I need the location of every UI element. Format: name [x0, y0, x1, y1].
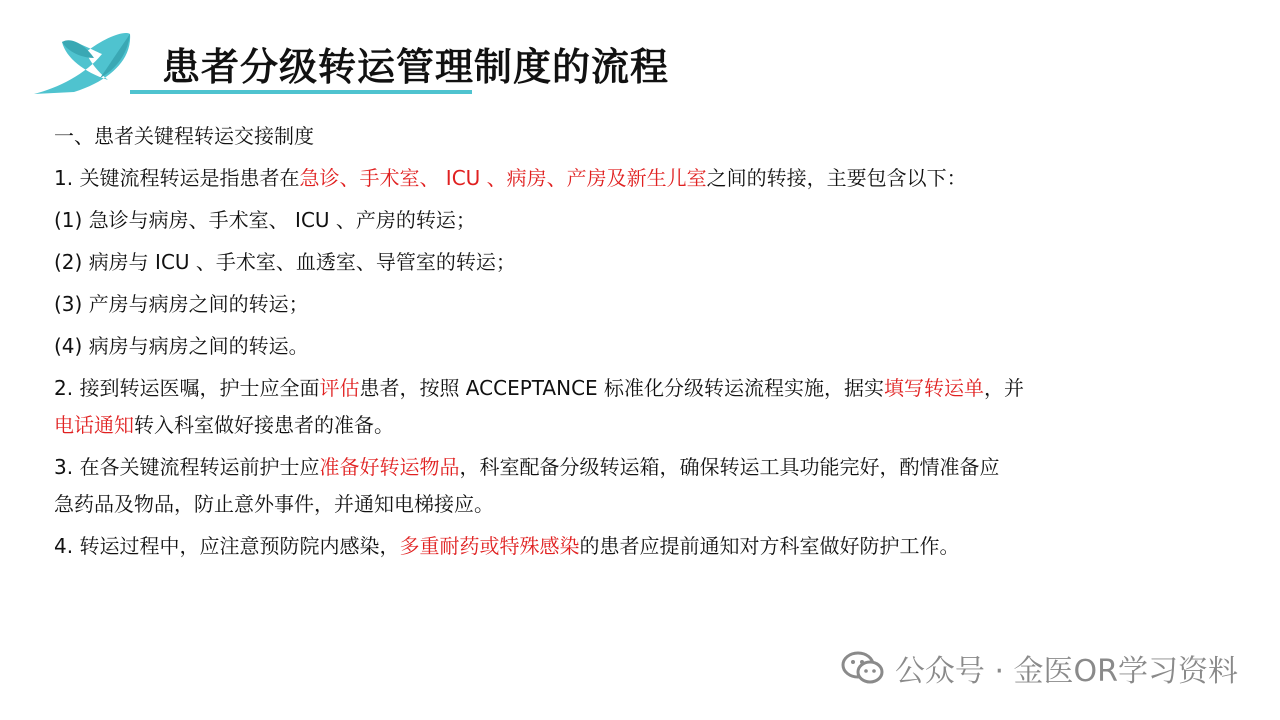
item-4-text-1: 4. 转运过程中，应注意预防院内感染，: [54, 534, 400, 558]
item-4-text-2: 的患者应提前通知对方科室做好防护工作。: [579, 534, 960, 558]
item-1-text: 1. 关键流程转运是指患者在: [54, 166, 300, 190]
item-2-line-1: [54, 370, 1254, 407]
sub-item-4: (4) 病房与病房之间的转运。: [54, 334, 309, 358]
item-2-text-2: 患者，按照 ACCEPTANCE 标准化分级转运流程实施，据实: [359, 376, 885, 400]
item-3: [54, 449, 1254, 523]
item-2-line-2: [54, 407, 1254, 444]
item-2: [54, 370, 1254, 444]
sub-item-1: (1) 急诊与病房、手术室、 ICU 、产房的转运；: [54, 208, 476, 232]
item-3-highlight-1: 准备好转运物品: [319, 455, 460, 479]
sub-item-3: (3) 产房与病房之间的转运；: [54, 292, 309, 316]
page-title: 患者分级转运管理制度的流程: [162, 45, 670, 89]
item-2-highlight-3: 电话通知: [54, 413, 134, 437]
teal-ribbon-logo: [28, 28, 138, 98]
wechat-icon: [841, 650, 885, 686]
item-1-text-end: 之间的转接，主要包含以下：: [706, 166, 967, 190]
watermark: [841, 648, 1238, 688]
item-2-highlight-2: 填写转运单: [884, 376, 985, 400]
section-heading: 一、患者关键程转运交接制度: [54, 124, 314, 148]
item-3-line-2: 急药品及物品，防止意外事件，并通知电梯接应。: [54, 492, 494, 516]
item-2-text-3: ，并: [984, 376, 1025, 400]
item-4-highlight-1: 多重耐药或特殊感染: [399, 534, 580, 558]
title-underline: [130, 90, 472, 94]
document-body: [54, 118, 1254, 570]
item-2-highlight-1: 评估: [319, 376, 360, 400]
item-1-highlight: 急诊、手术室、 ICU 、病房、产房及新生儿室: [299, 166, 707, 190]
sub-item-2: (2) 病房与 ICU 、手术室、血透室、导管室的转运；: [54, 250, 516, 274]
item-3-text-1: 3. 在各关键流程转运前护士应: [54, 455, 320, 479]
item-3-line-1: [54, 449, 1254, 486]
item-2-text-4: 转入科室做好接患者的准备。: [134, 413, 394, 437]
item-1: [54, 160, 1254, 197]
item-4: [54, 528, 1254, 565]
item-3-text-2: ，科室配备分级转运箱，确保转运工具功能完好，酌情准备应: [459, 455, 1000, 479]
watermark-text: 公众号 · 金医OR学习资料: [894, 654, 1238, 689]
item-2-text-1: 2. 接到转运医嘱，护士应全面: [54, 376, 320, 400]
